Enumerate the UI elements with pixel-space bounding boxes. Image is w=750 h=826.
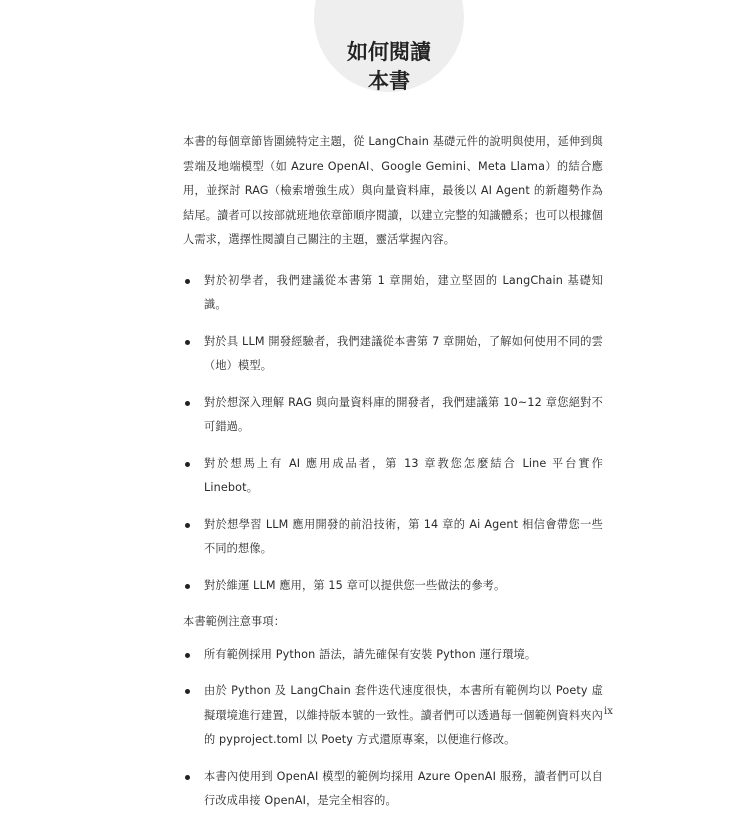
page-content bbox=[183, 130, 603, 826]
notes-heading: 本書範例注意事項： bbox=[183, 615, 286, 628]
list-item: 對於維運 LLM 應用，第 15 章可以提供您一些做法的參考。 bbox=[183, 574, 603, 599]
list-item: 所有範例採用 Python 語法，請先確保有安裝 Python 運行環境。 bbox=[183, 643, 603, 668]
list-item: 本書內使用到 OpenAI 模型的範例均採用 Azure OpenAI 服務，讀者們可以自行改成串接 OpenAI，是完全相容的。 bbox=[183, 765, 603, 814]
list-item: 對於想馬上有 AI 應用成品者，第 13 章教您怎麼結合 Line 平台實作 Linebot。 bbox=[183, 452, 603, 501]
list-item: 對於想深入理解 RAG 與向量資料庫的開發者，我們建議第 10~12 章您絕對不可錯過。 bbox=[183, 391, 603, 440]
page-title-line-2: 本書 bbox=[368, 69, 410, 93]
page-title-line-1: 如何閱讀 bbox=[347, 40, 431, 64]
notes-list bbox=[183, 643, 603, 814]
reading-guide-list bbox=[183, 269, 603, 599]
list-item: 對於具 LLM 開發經驗者，我們建議從本書第 7 章開始，了解如何使用不同的雲（地）模型。 bbox=[183, 330, 603, 379]
list-item: 對於想學習 LLM 應用開發的前沿技術，第 14 章的 Ai Agent 相信會帶您一些不同的想像。 bbox=[183, 513, 603, 562]
list-item: 由於 Python 及 LangChain 套件迭代速度很快，本書所有範例均以 Poety 虛擬環境進行建置，以維持版本號的一致性。讀者們可以透過每一個範例資料夾內的 pyproject.toml 以 Poety 方式還原專案，以便進行修改。 bbox=[183, 679, 603, 753]
intro-paragraph: 本書的每個章節皆圍繞特定主題，從 LangChain 基礎元件的說明與使用，延伸到與雲端及地端模型（如 Azure OpenAI、Google Gemini、Meta Llama）的結合應用，並探討 RAG（檢索增強生成）與向量資料庫，最後以 AI Agent 的新趨勢作為結尾。讀者可以按部就班地依章節順序閱讀，以建立完整的知識體系；也可以根據個人需求，選擇性閱讀自己關注的主題，靈活掌握內容。 bbox=[183, 135, 603, 246]
page-number: ix bbox=[604, 706, 613, 717]
page-title bbox=[314, 38, 464, 96]
list-item: 對於初學者，我們建議從本書第 1 章開始，建立堅固的 LangChain 基礎知識。 bbox=[183, 269, 603, 318]
